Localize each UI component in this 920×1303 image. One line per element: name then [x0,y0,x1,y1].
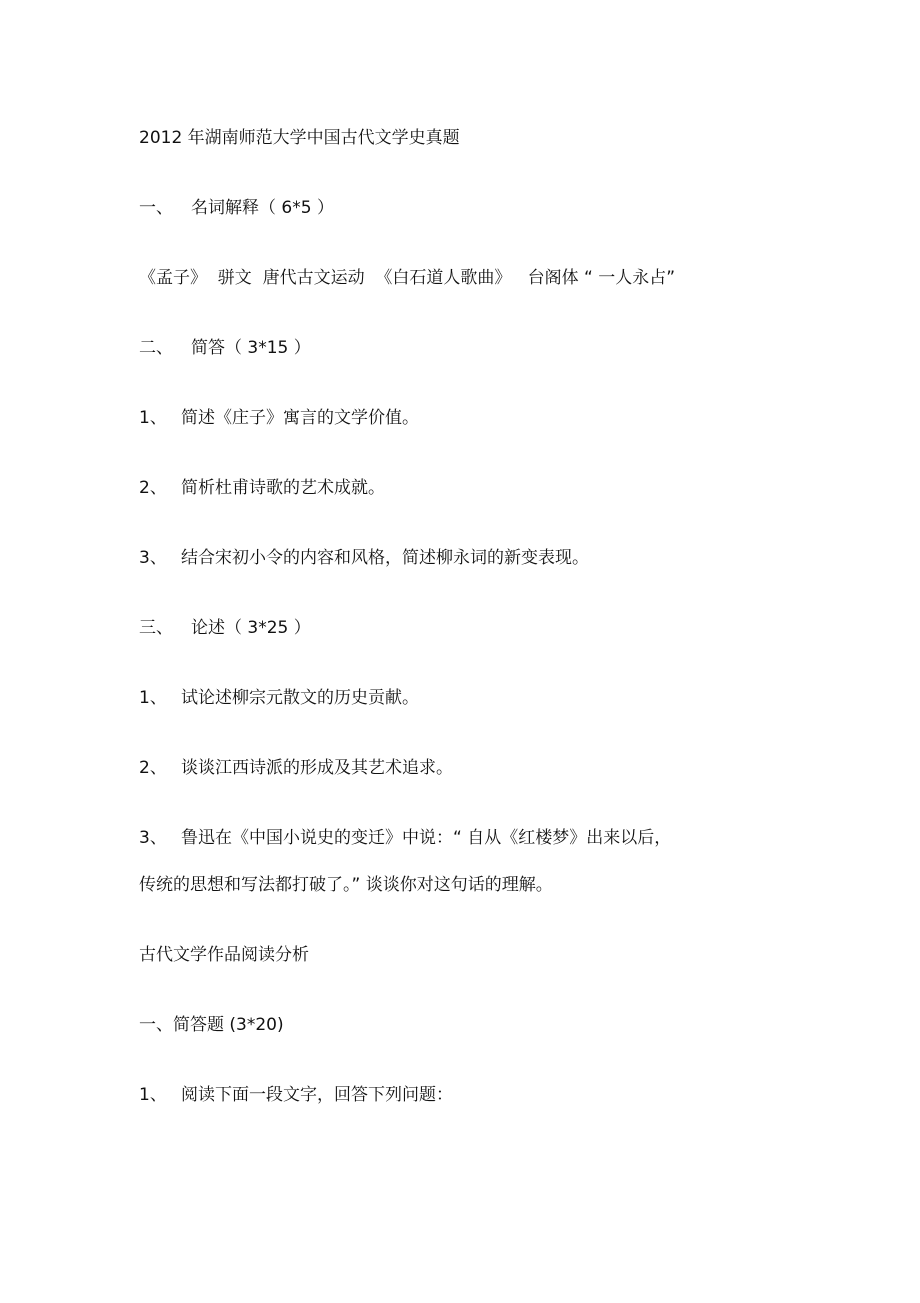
item-number: 2、 [139,758,167,778]
section-2-item [139,407,419,429]
section-2-number: 二、 [139,338,173,358]
item-number: 1、 [139,1085,167,1105]
section-2-title: 简答（ 3*15 ） [191,338,311,358]
part-2-section-1-heading: 一、简答题 (3*20) [139,1015,284,1035]
part-2-item [139,1084,453,1106]
item-text: 结合宋初小令的内容和风格，简述柳永词的新变表现。 [181,548,589,568]
item-text: 试论述柳宗元散文的历史贡献。 [181,688,419,708]
item-number: 3、 [139,548,167,568]
section-3-title: 论述（ 3*25 ） [191,618,311,638]
section-3-item [139,687,419,709]
item-text: 谈谈江西诗派的形成及其艺术追求。 [181,758,453,778]
part-2-title: 古代文学作品阅读分析 [139,945,309,965]
section-1-heading [139,197,334,219]
item-number: 3、 [139,828,167,848]
item-text: 阅读下面一段文字，回答下列问题： [181,1085,453,1105]
section-2-item [139,477,385,499]
section-1-title: 名词解释（ 6*5 ） [191,198,334,218]
section-2-heading [139,337,311,359]
item-number: 2、 [139,478,167,498]
document-title: 2012 年湖南师范大学中国古代文学史真题 [139,128,460,148]
item-number: 1、 [139,408,167,428]
item-text: 鲁迅在《中国小说史的变迁》中说：“ 自从《红楼梦》出来以后， [181,828,672,848]
section-1-terms: 《孟子》 骈文 唐代古文运动 《白石道人歌曲》 台阁体 “ 一人永占” [139,268,676,288]
section-3-number: 三、 [139,618,173,638]
item-text: 简析杜甫诗歌的艺术成就。 [181,478,385,498]
section-2-item [139,547,589,569]
section-3-heading [139,617,311,639]
section-3-item [139,757,453,779]
item-number: 1、 [139,688,167,708]
section-3-item-continuation: 传统的思想和写法都打破了。” 谈谈你对这句话的理解。 [139,875,553,895]
item-text: 简述《庄子》寓言的文学价值。 [181,408,419,428]
section-3-item [139,827,671,849]
section-1-number: 一、 [139,198,173,218]
